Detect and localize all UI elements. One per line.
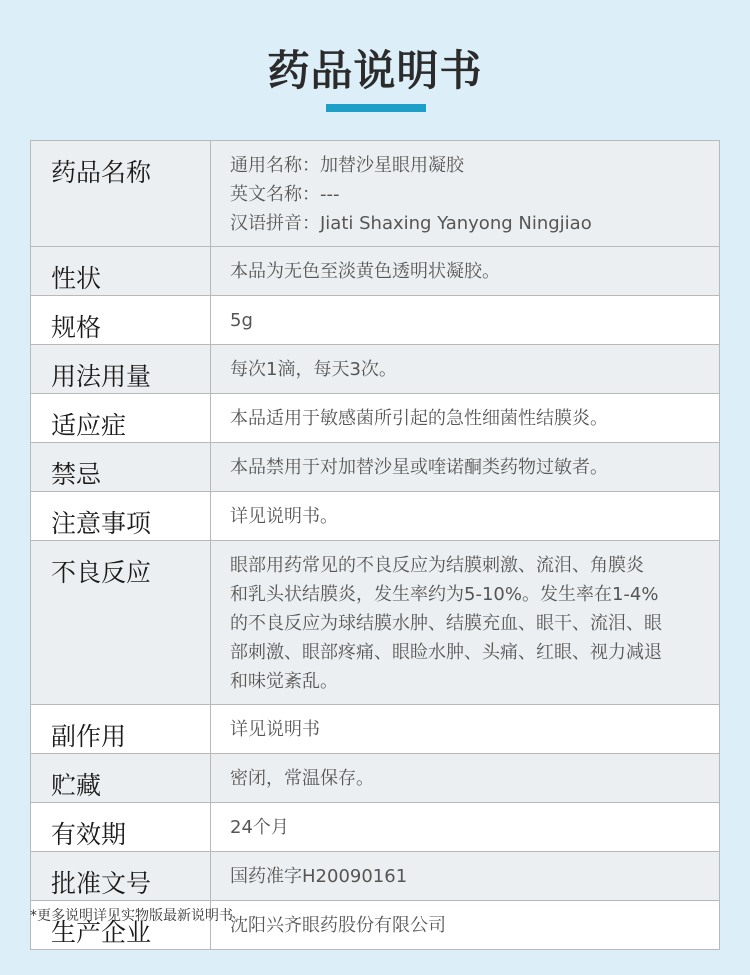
row-label: 规格 — [31, 296, 211, 345]
value-line: 和味觉紊乱。 — [230, 671, 338, 692]
row-value — [211, 492, 720, 541]
value-line: 本品禁用于对加替沙星或喹诺酮类药物过敏者。 — [230, 457, 608, 478]
value-line: 本品适用于敏感菌所引起的急性细菌性结膜炎。 — [230, 408, 608, 429]
row-spec — [31, 296, 720, 345]
value-line: 24个月 — [230, 817, 289, 838]
row-shelf-life — [31, 803, 720, 852]
footnote: *更多说明详见实物版最新说明书 — [30, 908, 233, 924]
row-value — [211, 852, 720, 901]
row-adverse-reactions — [31, 541, 720, 705]
value-line: 部刺激、眼部疼痛、眼睑水肿、头痛、红眼、视力减退 — [230, 642, 662, 663]
row-value — [211, 803, 720, 852]
row-label: 用法用量 — [31, 345, 211, 394]
row-label: 贮藏 — [31, 754, 211, 803]
value-line: 和乳头状结膜炎，发生率约为5-10%。发生率在1-4% — [230, 584, 659, 605]
title-underline — [326, 104, 426, 112]
value-line: 汉语拼音：Jiati Shaxing Yanyong Ningjiao — [230, 213, 592, 234]
row-value — [211, 901, 720, 950]
row-label: 性状 — [31, 247, 211, 296]
row-label: 禁忌 — [31, 443, 211, 492]
value-line: 的不良反应为球结膜水肿、结膜充血、眼干、流泪、眼 — [230, 613, 662, 634]
row-approval-number — [31, 852, 720, 901]
row-side-effects — [31, 705, 720, 754]
row-value — [211, 541, 720, 705]
row-value — [211, 705, 720, 754]
row-value — [211, 247, 720, 296]
row-value — [211, 345, 720, 394]
value-line: 眼部用药常见的不良反应为结膜刺激、流泪、角膜炎 — [230, 555, 644, 576]
row-label: 副作用 — [31, 705, 211, 754]
row-label: 生产企业 — [31, 901, 211, 950]
value-line: 详见说明书 — [230, 719, 320, 740]
row-name — [31, 141, 720, 247]
row-label: 不良反应 — [31, 541, 211, 705]
value-line: 本品为无色至淡黄色透明状凝胶。 — [230, 261, 500, 282]
row-storage — [31, 754, 720, 803]
row-dosage — [31, 345, 720, 394]
row-label: 批准文号 — [31, 852, 211, 901]
row-label: 注意事项 — [31, 492, 211, 541]
value-line: 英文名称：--- — [230, 184, 340, 205]
value-line: 每次1滴，每天3次。 — [230, 359, 397, 380]
row-precautions — [31, 492, 720, 541]
value-line: 沈阳兴齐眼药股份有限公司 — [230, 915, 446, 936]
value-line: 5g — [230, 310, 253, 331]
row-indication — [31, 394, 720, 443]
row-value — [211, 754, 720, 803]
spec-table — [30, 140, 720, 950]
value-line: 通用名称：加替沙星眼用凝胶 — [230, 155, 464, 176]
row-contraindication — [31, 443, 720, 492]
page-title: 药品说明书 — [267, 46, 483, 95]
row-appearance — [31, 247, 720, 296]
row-label: 药品名称 — [31, 141, 211, 247]
row-label: 有效期 — [31, 803, 211, 852]
row-value — [211, 141, 720, 247]
value-line: 密闭，常温保存。 — [230, 768, 374, 789]
row-value — [211, 443, 720, 492]
row-value — [211, 394, 720, 443]
value-line: 详见说明书。 — [230, 506, 338, 527]
row-label: 适应症 — [31, 394, 211, 443]
row-value — [211, 296, 720, 345]
value-line: 国药准字H20090161 — [230, 866, 408, 887]
